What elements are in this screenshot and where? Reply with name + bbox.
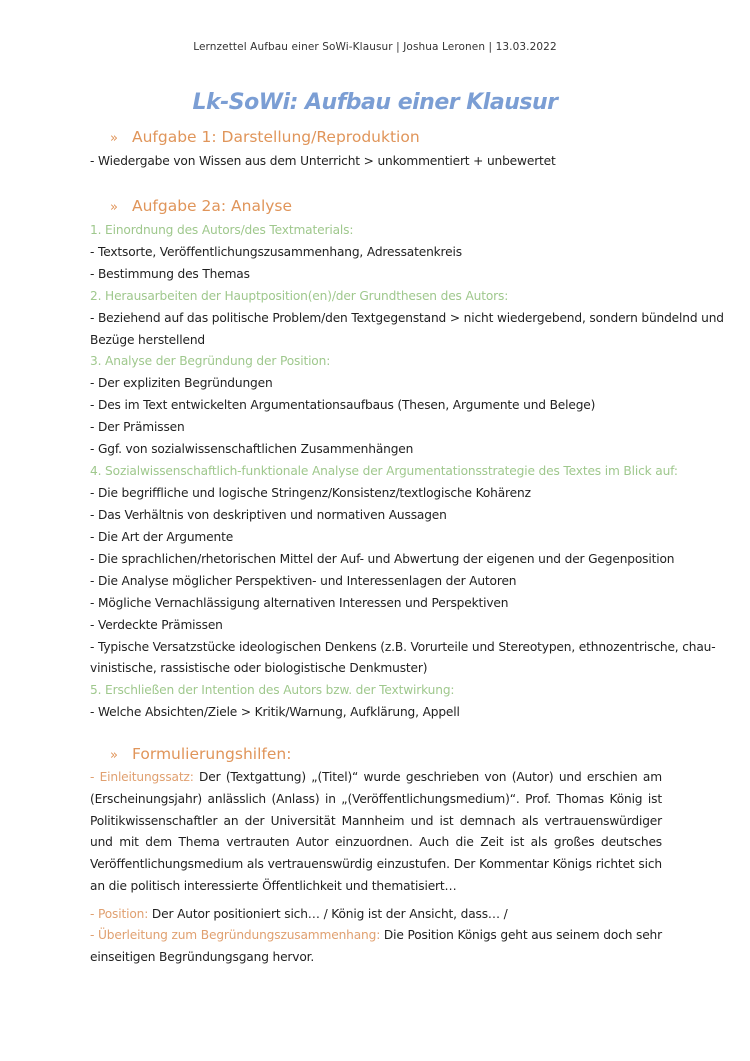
text-line: - Welche Absichten/Ziele > Kritik/Warnung, Aufklärung, Appell xyxy=(90,705,460,719)
paragraph-text: Die Position Königs geht aus seinem doch sehr einseitigen Begründungsgang hervor. xyxy=(90,928,662,964)
subheading-einordnung: 1. Einordnung des Autors/des Textmaterials: xyxy=(90,223,354,237)
text-line: - Die begriffliche und logische Stringenz/Konsistenz/textlogische Kohärenz xyxy=(90,486,531,500)
heading-aufgabe-1 xyxy=(110,128,420,146)
page-title: Lk-SoWi: Aufbau einer Klausur xyxy=(192,90,558,115)
text-line: vinistische, rassistische oder biologistische Denkmuster) xyxy=(90,661,428,675)
text-line: - Der Prämissen xyxy=(90,420,185,434)
bullet-marker: » xyxy=(110,131,118,146)
bullet-marker: » xyxy=(110,748,118,763)
heading-aufgabe-2a xyxy=(110,197,292,215)
subheading-intention: 5. Erschließen der Intention des Autors bzw. der Textwirkung: xyxy=(90,683,455,697)
text-line: - Textsorte, Veröffentlichungszusammenhang, Adressatenkreis xyxy=(90,245,462,259)
text-line: - Wiedergabe von Wissen aus dem Unterricht > unkommentiert + unbewertet xyxy=(90,154,556,168)
paragraph-position xyxy=(90,904,662,926)
paragraph-label: - Position: xyxy=(90,907,149,921)
text-line: - Ggf. von sozialwissenschaftlichen Zusammenhängen xyxy=(90,442,414,456)
bullet-marker: » xyxy=(110,200,118,215)
heading-formulierungshilfen xyxy=(110,745,291,763)
text-line: - Typische Versatzstücke ideologischen Denkens (z.B. Vorurteile und Stereotypen, ethnozentrische, chau- xyxy=(90,640,716,654)
text-line: - Verdeckte Prämissen xyxy=(90,618,223,632)
text-line: Bezüge herstellend xyxy=(90,333,205,347)
text-line: - Das Verhältnis von deskriptiven und normativen Aussagen xyxy=(90,508,447,522)
text-line: - Der expliziten Begründungen xyxy=(90,376,273,390)
paragraph-einleitungssatz xyxy=(90,767,662,898)
text-line: - Des im Text entwickelten Argumentationsaufbaus (Thesen, Argumente und Belege) xyxy=(90,398,596,412)
subheading-argumentationsstrategie: 4. Sozialwissenschaftlich-funktionale Analyse der Argumentationsstrategie des Textes im Blick auf: xyxy=(90,464,678,478)
subheading-begruendung: 3. Analyse der Begründung der Position: xyxy=(90,354,331,368)
text-line: - Mögliche Vernachlässigung alternativen Interessen und Perspektiven xyxy=(90,596,509,610)
text-line: - Die Art der Argumente xyxy=(90,530,234,544)
heading-text: Formulierungshilfen: xyxy=(132,745,292,763)
text-line: - Beziehend auf das politische Problem/den Textgegenstand > nicht wiedergebend, sondern bündelnd und xyxy=(90,311,724,325)
page-header: Lernzettel Aufbau einer SoWi-Klausur | Joshua Leronen | 13.03.2022 xyxy=(193,41,557,53)
subheading-hauptposition: 2. Herausarbeiten der Hauptposition(en)/der Grundthesen des Autors: xyxy=(90,289,509,303)
text-line: - Bestimmung des Themas xyxy=(90,267,250,281)
paragraph-label: - Überleitung zum Begründungszusammenhang: xyxy=(90,928,381,942)
paragraph-ueberleitung xyxy=(90,925,662,969)
text-line: - Die Analyse möglicher Perspektiven- und Interessenlagen der Autoren xyxy=(90,574,517,588)
text-line: - Die sprachlichen/rhetorischen Mittel der Auf- und Abwertung der eigenen und der Gegenposition xyxy=(90,552,675,566)
paragraph-text: Der Autor positioniert sich… / König ist der Ansicht, dass… / xyxy=(151,907,508,921)
heading-text: Aufgabe 2a: Analyse xyxy=(132,197,293,215)
heading-text: Aufgabe 1: Darstellung/Reproduktion xyxy=(132,128,420,146)
paragraph-text: Der (Textgattung) „(Titel)“ wurde geschrieben von (Autor) und erschien am (Erscheinungsjahr) anlässlich (Anlass) in „(Veröffentlichungsmedium)“. Prof. Thomas König ist Politikwissenschaftler an der Universität Mannheim und ist demnach als vertrauenswürdiger und mit dem Thema vertrauten Autor einzuordnen. Auch die Zeit ist als großes deutsches Veröffentlichungsmedium als vertrauenswürdig einzustufen. Der Kommentar Königs richtet sich an die politisch interessierte Öffentlichkeit und thematisiert… xyxy=(90,770,662,893)
paragraph-label: - Einleitungssatz: xyxy=(90,770,194,784)
